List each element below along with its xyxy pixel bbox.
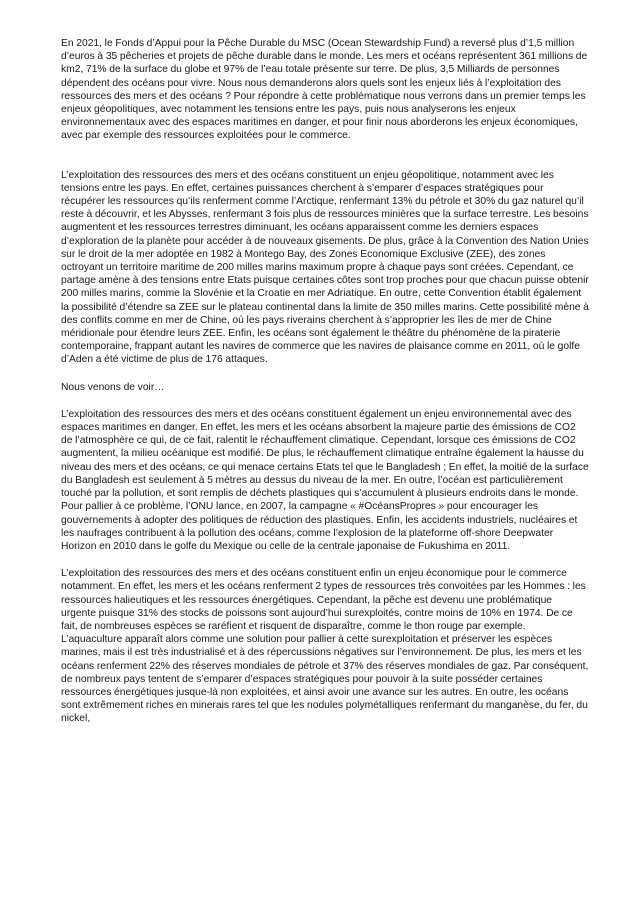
- paragraph-introduction: En 2021, le Fonds d’Appui pour la Pêche Durable du MSC (Ocean Stewardship Fund) a reversé plus d’1,5 million d’euros à 35 pêcheries et projets de pêche durable dans le monde. Les mers et océans représentent 361 millions de km2, 71% de la surface du globe et 97% de l’eau totale présente sur terre. De plus, 3,5 Milliards de personnes dépendent des océans pour vivre. Nous nous demanderons alors quels sont les enjeux liés à l’exploitation des ressources des mers et des océans ? Pour répondre à cette problématique nous verrons dans un premier temps les enjeux géopolitiques, avec notamment les tensions entre les pays, puis nous analyserons les enjeux environnementaux avec des espaces maritimes en danger, et pour finir nous aborderons les enjeux économiques, avec par exemple des ressources exploitées pour le commerce.: [61, 38, 588, 142]
- paragraph-spacer: [61, 553, 589, 567]
- document-page: [61, 37, 589, 726]
- paragraph-spacer: [61, 367, 589, 381]
- paragraph-spacer: [61, 394, 589, 408]
- paragraph-economy: L’exploitation des ressources des mers et des océans constituent enfin un enjeu économique pour le commerce notamment. En effet, les mers et les océans renferment 2 types de ressources très convoitées par les Hommes : les ressources halieutiques et les ressources énergétiques. Cependant, la pêche est devenu une problématique urgente puisque 31% des stocks de poissons sont aujourd’hui surexploités, contre moins de 10% en 1974. De ce fait, de nombreuses espèces se raréfient et risquent de disparaître, comme le thon rouge par exemple. L’aquaculture apparaît alors comme une solution pour pallier à cette surexploitation et préserver les espèces marines, mais il est très industrialisé et à des répercussions négatives sur l’environnement. De plus, les mers et les océans renferment 22% des réserves mondiales de pétrole et 37% des réserves mondiales de gaz. Par conséquent, de nombreux pays tentent de s’emparer d’espaces stratégiques pour pouvoir à la suite posséder certaines ressources énergétiques jusque-là non exploitées, et ainsi avoir une avance sur les autres. En outre, les océans sont extrêmement riches en minerais rares tel que les nodules polymétalliques renfermant du manganèse, du fer, du nickel,: [61, 568, 589, 725]
- paragraph-geopolitics: L’exploitation des ressources des mers et des océans constituent un enjeu géopolitique, notamment avec les tensions entre les pays. En effet, certaines puissances cherchent à s’emparer d’espaces stratégiques pour récupérer les ressources qu’ils renferment comme l’Arctique, renfermant 13% du pétrole et 30% du gaz naturel qu’il reste à découvrir, et les Abysses, renfermant 3 fois plus de ressources minières que la surface terrestre. Les besoins augmentent et les ressources terrestres diminuant, les océans apparaissent comme les derniers espaces d’exploration de la planète pour accéder à de nouveaux gisements. De plus, grâce à la Convention des Nation Unies sur le droit de la mer adoptée en 1982 à Montego Bay, des Zones Economique Exclusive (ZEE), des zones octroyant un territoire maritime de 200 milles marins maximum propre à chaque pays sont créées. Cependant, ce partage amène à des tensions entre Etats puisque certaines côtes sont trop proches pour que chacun puisse obtenir 200 milles marins, comme la Slovénie et la Croatie en mer Adriatique. En outre, cette Convention établit également la possibilité d’étendre sa ZEE sur le plateau continental dans la limite de 350 milles marins. Cette possibilité mène à des conflits comme en mer de Chine, où les pays riverains cherchent à s’approprier les îles de mer de Chine méridionale pour étendre leurs ZEE. Enfin, les océans sont également le théâtre du phénomène de la piraterie contemporaine, frappant autant les navires de commerce que les navires de plaisance comme en 2011, où le golfe d’Aden a été victime de plus de 176 attaques.: [61, 169, 589, 366]
- paragraph-transition: Nous venons de voir…: [61, 381, 165, 393]
- paragraph-environment: L’exploitation des ressources des mers et des océans constituent également un enjeu environnemental avec des espaces maritimes en danger. En effet, les mers et les océans absorbent la majeure partie des émissions de CO2 de l’atmosphère ce qui, de ce fait, ralentit le réchauffement climatique. Cependant, lorsque ces émissions de CO2 augmentent, la milieu océanique est modifié. De plus, le réchauffement climatique entraîne également la hausse du niveau des mers et des océans, ce qui menace certains Etats tel que le Bangladesh ; En effet, la moitié de la surface du Bangladesh est seulement à 5 mètres au dessus du niveau de la mer. En outre, l’océan est particulièrement touché par la pollution, et sont remplis de déchets plastiques qui s’accumulent à plusieurs endroits dans le monde. Pour pallier à ce problème, l’ONU lance, en 2007, la campagne « #OcéansPropres » pour encourager les gouvernements à adopter des politiques de réduction des plastiques. Enfin, les accidents industriels, nucléaires et les naufrages contribuent à la pollution des océans, comme l’explosion de la plateforme off-shore Deepwater Horizon en 2010 dans le golfe du Mexique ou celle de la centrale japonaise de Fukushima en 2011.: [61, 408, 589, 552]
- paragraph-spacer: [61, 143, 589, 169]
